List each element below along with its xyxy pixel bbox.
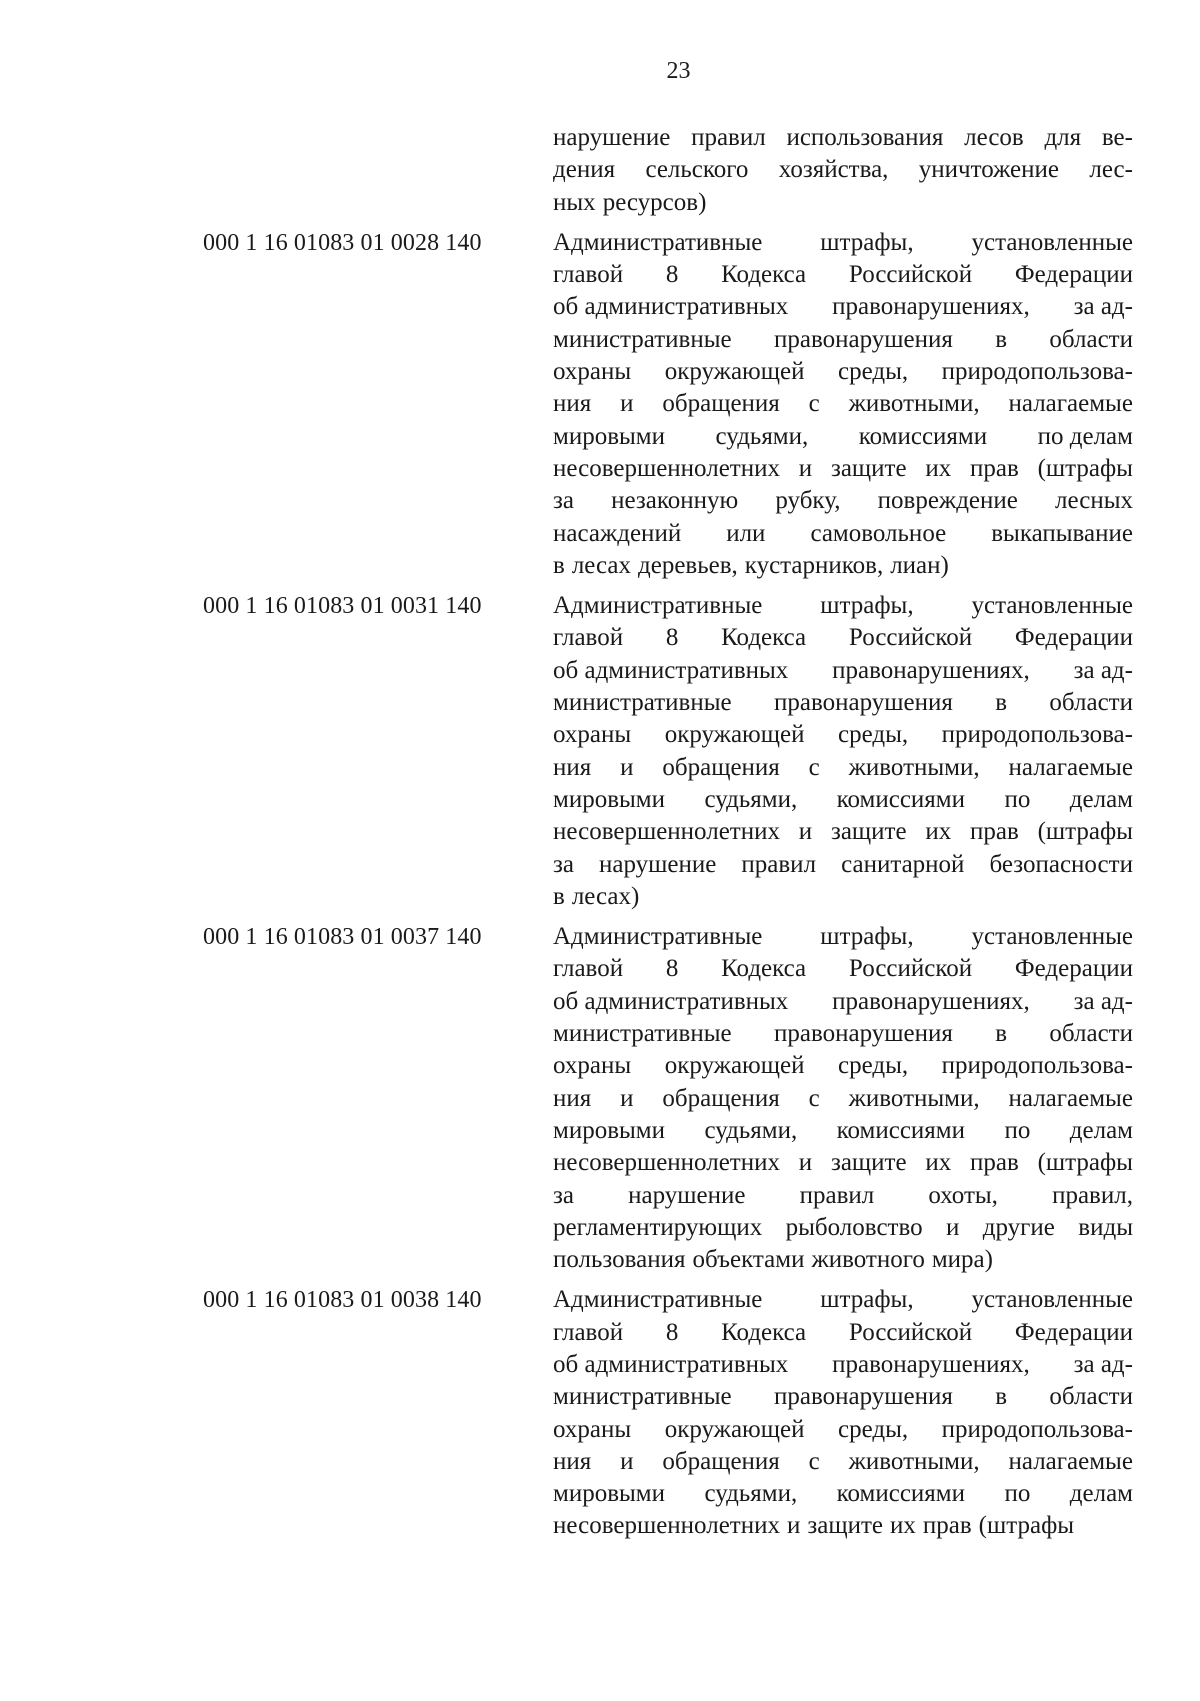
- description-word: животными,: [848, 753, 980, 781]
- description-word: правил: [799, 1181, 875, 1209]
- description-word: 8: [665, 1318, 679, 1346]
- description-word: судьями,: [704, 1480, 798, 1508]
- description-word: и: [620, 753, 634, 781]
- description-word: среды,: [837, 721, 909, 749]
- description-word: в: [553, 551, 565, 579]
- description-word: охраны: [553, 1052, 632, 1080]
- description-word: правонарушениях,: [832, 293, 1030, 321]
- description-line: [553, 291, 1133, 323]
- description-word: установленные: [971, 228, 1133, 256]
- description-word: штрафы,: [820, 923, 914, 951]
- description-word: лесных: [1055, 487, 1133, 515]
- description-line: [553, 1115, 1133, 1147]
- description-word: животными,: [848, 390, 980, 418]
- description-word: (штрафы: [1037, 1149, 1133, 1177]
- description-word: правонарушениях,: [832, 1350, 1030, 1378]
- description-line: [553, 1050, 1133, 1082]
- description-word: правонарушениях,: [832, 656, 1030, 684]
- description-line: [553, 1349, 1133, 1381]
- description-word: лесов: [964, 124, 1024, 151]
- description: [553, 921, 1133, 1276]
- description-word: несовершеннолетних: [553, 1149, 780, 1177]
- description-word: пользования: [553, 1246, 686, 1274]
- description-word: делам: [1069, 1116, 1133, 1144]
- description-word: и: [798, 818, 813, 846]
- description-line: [553, 1180, 1133, 1212]
- description-word: ных: [553, 188, 596, 216]
- description-line: [553, 518, 1133, 550]
- description-word: санитарной: [841, 850, 965, 878]
- description-line: [553, 816, 1133, 848]
- description-word: об административных: [553, 1350, 789, 1378]
- description-word: Кодекса: [721, 261, 807, 289]
- description-line: [553, 921, 1133, 953]
- description-word: за ад-: [1073, 293, 1133, 321]
- description-word: с: [808, 1447, 820, 1475]
- description-word: Российской: [848, 624, 973, 652]
- description-word: налагаемые: [1008, 753, 1133, 781]
- description-word: животными,: [848, 1084, 980, 1112]
- description: [553, 122, 1133, 219]
- description-word: Кодекса: [721, 955, 807, 983]
- description-line: [553, 154, 1133, 186]
- description-word: их: [925, 1149, 952, 1177]
- description-line: [553, 122, 1133, 154]
- description-word: правонарушения: [774, 325, 953, 353]
- description-word: правил,: [1052, 1181, 1133, 1209]
- description-word: министративные: [553, 1020, 732, 1048]
- description-word: лесах: [571, 551, 632, 579]
- description-word: среды,: [837, 358, 909, 386]
- description-word: охраны: [553, 721, 632, 749]
- description-line: [553, 986, 1133, 1018]
- description-line: [553, 1478, 1133, 1510]
- description-line: [553, 687, 1133, 719]
- classification-table: [0, 122, 1200, 1543]
- description-word: и: [946, 1213, 960, 1241]
- description-word: за: [553, 850, 574, 878]
- description-word: лиан): [890, 551, 949, 579]
- description-line: [553, 324, 1133, 356]
- description-word: Административные: [553, 923, 763, 951]
- description-word: обращения: [662, 390, 780, 418]
- description-word: охоты,: [928, 1181, 998, 1209]
- description-word: защите: [830, 1149, 907, 1177]
- description-word: Федерации: [1014, 955, 1133, 983]
- description-word: прав: [970, 454, 1019, 482]
- description-line: [553, 1284, 1133, 1316]
- description-word: правил: [691, 124, 766, 151]
- description-line: [553, 388, 1133, 420]
- description-word: другие: [982, 1213, 1055, 1241]
- description-word: животного: [811, 1246, 925, 1274]
- description-word: за ад-: [1073, 987, 1133, 1015]
- description: [553, 227, 1133, 582]
- description-word: области: [1049, 1383, 1133, 1411]
- description-word: 8: [665, 261, 679, 289]
- description-word: штрафы,: [820, 228, 914, 256]
- description-word: ния: [553, 753, 592, 781]
- description-word: рыболовство: [785, 1213, 923, 1241]
- description-word: по: [1004, 1480, 1031, 1508]
- description-word: об административных: [553, 293, 789, 321]
- description-word: ния: [553, 1447, 592, 1475]
- description-word: лесах): [571, 882, 640, 910]
- description-word: выкапывание: [991, 519, 1133, 547]
- description-word: их: [925, 454, 952, 482]
- description-word: Российской: [848, 261, 973, 289]
- description: [553, 1284, 1133, 1542]
- description-word: окружающей: [664, 358, 805, 386]
- description-word: (штрафы: [1037, 454, 1133, 482]
- description-word: мировыми: [553, 1116, 665, 1144]
- description-word: с: [808, 390, 820, 418]
- description-word: виды: [1078, 1213, 1133, 1241]
- description-line: [553, 1147, 1133, 1179]
- description-word: (штрафы: [978, 1512, 1075, 1540]
- description-word: ния: [553, 1084, 592, 1112]
- description-word: комиссиями: [836, 1116, 966, 1144]
- description-word: окружающей: [664, 1052, 805, 1080]
- description-word: природопользова-: [941, 1415, 1133, 1443]
- description-word: регламентирующих: [553, 1213, 763, 1241]
- description-line: [553, 1212, 1133, 1244]
- description-line: [553, 1083, 1133, 1115]
- description-word: министративные: [553, 689, 732, 717]
- description-line: [553, 1381, 1133, 1413]
- description-word: защите: [830, 818, 907, 846]
- description-word: делам: [1069, 785, 1133, 813]
- description-word: установленные: [971, 592, 1133, 620]
- description-word: правонарушения: [774, 689, 953, 717]
- description-word: Административные: [553, 228, 763, 256]
- description-word: нарушение: [553, 124, 671, 151]
- description-word: судьями,: [715, 422, 809, 450]
- description-word: нарушение: [628, 1181, 746, 1209]
- description-word: главой: [553, 1318, 624, 1346]
- description-word: использования: [786, 124, 944, 151]
- description-word: с: [808, 753, 820, 781]
- description-word: обращения: [662, 753, 780, 781]
- description-line: [553, 187, 1133, 219]
- description-word: сельского: [645, 156, 749, 184]
- description-word: области: [1049, 689, 1133, 717]
- budget-code: 000 1 16 01083 01 0028 140: [203, 229, 482, 256]
- description-word: нарушение: [599, 850, 717, 878]
- description-word: среды,: [837, 1415, 909, 1443]
- description-word: судьями,: [704, 1116, 798, 1144]
- description-line: [553, 1414, 1133, 1446]
- description-word: прав: [970, 818, 1019, 846]
- description-word: министративные: [553, 1383, 732, 1411]
- description-word: 8: [665, 955, 679, 983]
- description-word: несовершеннолетних: [553, 454, 780, 482]
- description-word: Кодекса: [721, 624, 807, 652]
- description-word: мировыми: [553, 422, 665, 450]
- description-word: природопользова-: [941, 1052, 1133, 1080]
- description-line: [553, 1510, 1133, 1542]
- description-line: [553, 227, 1133, 259]
- description-line: [553, 655, 1133, 687]
- description-line: [553, 453, 1133, 485]
- description-line: [553, 590, 1133, 622]
- description-word: Федерации: [1014, 1318, 1133, 1346]
- table-row: [0, 1284, 1200, 1542]
- description-word: комиссиями: [836, 1480, 966, 1508]
- description-word: комиссиями: [858, 422, 988, 450]
- description-line: [553, 1018, 1133, 1050]
- description-word: защите: [830, 454, 907, 482]
- description-word: их: [890, 1512, 916, 1540]
- budget-code: 000 1 16 01083 01 0031 140: [203, 593, 482, 620]
- description-word: мировыми: [553, 785, 665, 813]
- description-line: [553, 622, 1133, 654]
- description-word: об административных: [553, 656, 789, 684]
- description-word: Административные: [553, 1286, 763, 1314]
- description-word: правил: [741, 850, 817, 878]
- description-word: за: [553, 1181, 574, 1209]
- description-word: самовольное: [810, 519, 947, 547]
- description-word: среды,: [837, 1052, 909, 1080]
- table-row: [0, 122, 1200, 219]
- budget-code: 000 1 16 01083 01 0038 140: [203, 1287, 482, 1314]
- description-line: [553, 849, 1133, 881]
- budget-code: 000 1 16 01083 01 0037 140: [203, 924, 482, 951]
- description-word: налагаемые: [1008, 1084, 1133, 1112]
- table-row: [0, 227, 1200, 582]
- description-word: Российской: [848, 1318, 973, 1346]
- description-word: прав: [922, 1512, 972, 1540]
- description-word: правонарушения: [774, 1383, 953, 1411]
- description-word: ния: [553, 390, 592, 418]
- description-word: обращения: [662, 1084, 780, 1112]
- description-word: правонарушениях,: [832, 987, 1030, 1015]
- description-word: с: [808, 1084, 820, 1112]
- description-word: Административные: [553, 592, 763, 620]
- description-word: установленные: [971, 1286, 1133, 1314]
- description-line: [553, 421, 1133, 453]
- description-line: [553, 259, 1133, 291]
- description-word: кустарников,: [744, 551, 884, 579]
- description-word: рубку,: [775, 487, 841, 515]
- description-word: незаконную: [611, 487, 739, 515]
- description-word: защите: [807, 1512, 883, 1540]
- description-word: об административных: [553, 987, 789, 1015]
- description-word: охраны: [553, 1415, 632, 1443]
- description-word: лес-: [1089, 156, 1133, 184]
- description-word: насаждений: [553, 519, 682, 547]
- description-word: дения: [553, 156, 616, 184]
- description-word: и: [620, 1447, 634, 1475]
- description-word: и: [798, 1149, 813, 1177]
- description-word: налагаемые: [1008, 390, 1133, 418]
- description-line: [553, 1244, 1133, 1276]
- description-word: области: [1049, 1020, 1133, 1048]
- description-word: и: [620, 1084, 634, 1112]
- description-word: штрафы,: [820, 1286, 914, 1314]
- description-word: главой: [553, 261, 624, 289]
- description-word: в: [995, 689, 1008, 717]
- description-word: области: [1049, 325, 1133, 353]
- description-line: [553, 356, 1133, 388]
- description-word: животными,: [848, 1447, 980, 1475]
- description-word: охраны: [553, 358, 632, 386]
- description-line: [553, 719, 1133, 751]
- description-word: в: [995, 1020, 1008, 1048]
- description-word: обращения: [662, 1447, 780, 1475]
- page-number: 23: [666, 58, 691, 84]
- description-word: в: [995, 1383, 1008, 1411]
- description-word: налагаемые: [1008, 1447, 1133, 1475]
- description-word: комиссиями: [836, 785, 966, 813]
- description-word: министративные: [553, 325, 732, 353]
- description-word: за: [553, 487, 574, 515]
- table-row: [0, 590, 1200, 913]
- description-word: по: [1004, 1116, 1031, 1144]
- description-word: деревьев,: [638, 551, 738, 579]
- description-word: 8: [665, 624, 679, 652]
- description-line: [553, 550, 1133, 582]
- description-word: мировыми: [553, 1480, 665, 1508]
- description-word: главой: [553, 624, 624, 652]
- description-word: Российской: [848, 955, 973, 983]
- description-line: [553, 784, 1133, 816]
- description-line: [553, 953, 1133, 985]
- description-word: уничтожение: [918, 156, 1059, 184]
- description-word: хозяйства,: [778, 156, 889, 184]
- description-word: несовершеннолетних: [553, 1512, 780, 1540]
- description-word: Федерации: [1014, 624, 1133, 652]
- description-line: [553, 485, 1133, 517]
- description-word: штрафы,: [820, 592, 914, 620]
- description-word: безопасности: [989, 850, 1133, 878]
- description-word: ресурсов): [602, 188, 707, 216]
- description-word: Федерации: [1014, 261, 1133, 289]
- description-word: судьями,: [704, 785, 798, 813]
- description-word: главой: [553, 955, 624, 983]
- description-word: и: [786, 1512, 801, 1540]
- description-word: ве-: [1101, 124, 1133, 151]
- description-word: прав: [970, 1149, 1019, 1177]
- description-line: [553, 1317, 1133, 1349]
- description-line: [553, 1446, 1133, 1478]
- description-word: установленные: [971, 923, 1133, 951]
- description-word: объектами: [692, 1246, 805, 1274]
- description-line: [553, 752, 1133, 784]
- description-word: мира): [931, 1246, 993, 1274]
- description-word: и: [620, 390, 634, 418]
- description-word: несовершеннолетних: [553, 818, 780, 846]
- description-word: окружающей: [664, 721, 805, 749]
- description-word: за ад-: [1073, 1350, 1133, 1378]
- description-word: и: [798, 454, 813, 482]
- table-row: [0, 921, 1200, 1276]
- description-line: [553, 881, 1133, 913]
- description-word: (штрафы: [1037, 818, 1133, 846]
- description-word: для: [1044, 124, 1082, 151]
- description: [553, 590, 1133, 913]
- description-word: природопользова-: [941, 358, 1133, 386]
- description-word: по: [1004, 785, 1031, 813]
- description-word: за ад-: [1073, 656, 1133, 684]
- description-word: по делам: [1037, 422, 1133, 450]
- description-word: в: [995, 325, 1008, 353]
- description-word: окружающей: [664, 1415, 805, 1443]
- description-word: их: [925, 818, 952, 846]
- description-word: природопользова-: [941, 721, 1133, 749]
- description-word: правонарушения: [774, 1020, 953, 1048]
- description-word: повреждение: [877, 487, 1018, 515]
- description-word: Кодекса: [721, 1318, 807, 1346]
- description-word: делам: [1069, 1480, 1133, 1508]
- description-word: или: [726, 519, 766, 547]
- description-word: в: [553, 882, 565, 910]
